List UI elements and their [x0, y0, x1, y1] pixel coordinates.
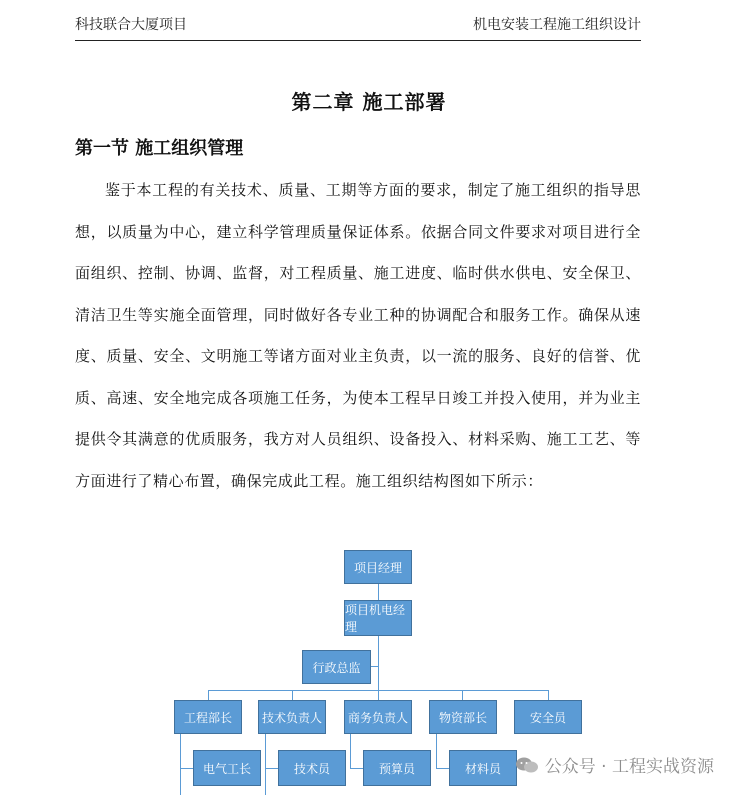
connector-line: [292, 690, 293, 700]
connector-line: [462, 690, 463, 700]
org-box-safety-officer: 安全员: [514, 700, 582, 734]
org-box-commercial-lead: 商务负责人: [344, 700, 412, 734]
connector-line: [378, 584, 379, 600]
org-box-engineering-head: 工程部长: [174, 700, 242, 734]
org-box-electrical-foreman: 电气工长: [193, 750, 261, 786]
connector-line: [436, 768, 449, 769]
chapter-title: 第二章 施工部署: [291, 90, 447, 114]
org-box-admin-director: 行政总监: [302, 650, 371, 684]
connector-line: [180, 734, 181, 795]
org-box-mep-manager: 项目机电经理: [344, 600, 412, 636]
org-box-estimator: 预算员: [363, 750, 431, 786]
section-title: 第一节 施工组织管理: [75, 138, 244, 159]
org-box-materials-head: 物资部长: [429, 700, 497, 734]
watermark-text: 公众号 · 工程实战资源: [544, 757, 714, 777]
connector-line: [180, 768, 193, 769]
connector-line: [265, 768, 278, 769]
connector-line: [548, 690, 549, 700]
connector-line: [436, 734, 437, 768]
org-box-materials-clerk: 材料员: [449, 750, 517, 786]
org-box-project-manager: 项目经理: [344, 550, 412, 584]
connector-line: [350, 768, 363, 769]
header-left: 科技联合大厦项目: [75, 17, 187, 33]
watermark: [515, 752, 714, 777]
wechat-icon: [515, 756, 539, 774]
org-box-technical-lead: 技术负责人: [258, 700, 326, 734]
connector-line: [208, 690, 209, 700]
connector-line: [378, 636, 379, 690]
header-right: 机电安装工程施工组织设计: [473, 17, 641, 33]
body-paragraph: 鉴于本工程的有关技术、质量、工期等方面的要求，制定了施工组织的指导思想，以质量为中心，建立科学管理质量保证体系。依据合同文件要求对项目进行全面组织、控制、协调、监督，对工程质量、施工进度、临时供水供电、安全保卫、清洁卫生等实施全面管理，同时做好各专业工种的协调配合和服务工作。确保从速度、质量、安全、文明施工等诸方面对业主负责，以一流的服务、良好的信誉、优质、高速、安全地完成各项施工任务，为使本工程早日竣工并投入使用，并为业主提供令其满意的优质服务，我方对人员组织、设备投入、材料采购、施工工艺、等方面进行了精心布置，确保完成此工程。施工组织结构图如下所示：: [75, 181, 641, 490]
connector-line: [350, 734, 351, 768]
connector-line: [371, 666, 379, 667]
connector-line: [265, 734, 266, 795]
org-box-technician: 技术员: [278, 750, 346, 786]
connector-line: [378, 690, 379, 700]
